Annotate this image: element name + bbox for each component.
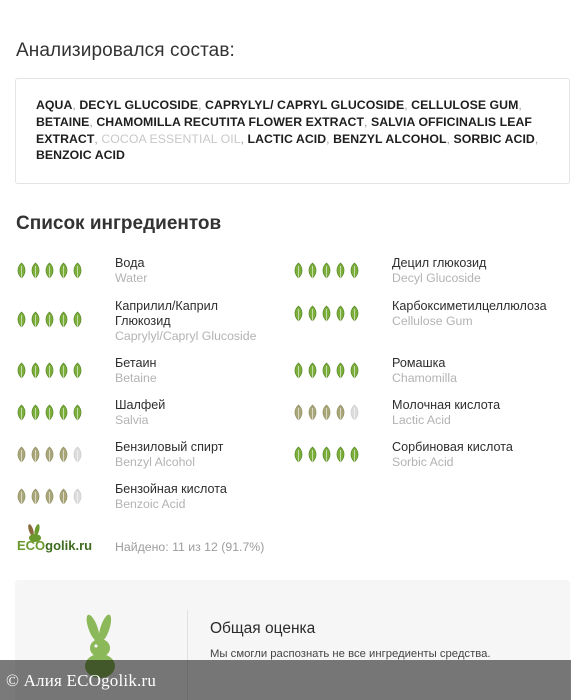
safety-rating	[15, 262, 85, 280]
ingredient-names	[115, 482, 293, 512]
leaf-icon	[43, 446, 56, 464]
leaf-icon	[15, 311, 28, 329]
composition-separator: ,	[446, 131, 454, 146]
composition-ingredient: BETAINE	[36, 114, 90, 129]
ingredient-name-latin: Betaine	[115, 371, 157, 385]
leaf-icon	[43, 262, 56, 280]
safety-rating	[15, 488, 85, 506]
leaf-icon	[320, 404, 333, 422]
ingredient-name-latin: Water	[115, 271, 148, 285]
leaf-icon	[43, 362, 56, 380]
ingredient-name-ru: Молочная кислота	[392, 398, 501, 412]
leaf-icon	[57, 311, 70, 329]
composition-ingredient: LACTIC ACID	[247, 131, 327, 146]
found-row	[15, 524, 315, 558]
leaf-icon	[15, 362, 28, 380]
composition-ingredient: COCOA ESSENTIAL OIL	[101, 131, 241, 146]
composition-separator: ,	[94, 131, 102, 146]
safety-rating	[15, 311, 85, 329]
ingredient-name-ru: Шалфей	[115, 398, 166, 412]
ingredient-name-ru: Бетаин	[115, 356, 157, 370]
watermark-bar	[0, 660, 571, 700]
ingredient-name-latin: Cellulose Gum	[392, 314, 473, 328]
ingredient-name-latin: Decyl Glucoside	[392, 271, 481, 285]
leaf-icon	[57, 362, 70, 380]
leaf-icon	[334, 404, 347, 422]
leaf-icon	[320, 362, 333, 380]
composition-separator: ,	[518, 98, 522, 112]
ingredient-name-ru: Бензиловый спирт	[115, 440, 224, 454]
leaf-icon	[71, 488, 84, 506]
ingredient-name-latin: Chamomilla	[392, 371, 457, 385]
safety-rating	[292, 305, 362, 323]
leaf-icon	[334, 362, 347, 380]
composition-separator: ,	[72, 98, 80, 112]
composition-separator: ,	[404, 98, 412, 112]
leaf-icon	[306, 305, 319, 323]
overall-title: Общая оценка	[210, 620, 316, 637]
found-count: Найдено: 11 из 12 (91.7%)	[115, 540, 265, 554]
ingredient-names	[392, 398, 570, 428]
ingredient-name-latin: Benzyl Alcohol	[115, 455, 195, 469]
composition-ingredient: CHAMOMILLA RECUTITA FLOWER EXTRACT	[96, 114, 365, 129]
leaf-icon	[43, 404, 56, 422]
ingredient-names	[115, 398, 293, 428]
leaf-icon	[292, 362, 305, 380]
leaf-icon	[29, 362, 42, 380]
safety-rating	[15, 446, 85, 464]
leaf-icon	[292, 446, 305, 464]
composition-separator: ,	[364, 114, 371, 129]
leaf-icon	[320, 305, 333, 323]
leaf-icon	[71, 404, 84, 422]
leaf-icon	[292, 305, 305, 323]
leaf-icon	[29, 446, 42, 464]
composition-separator: ,	[198, 98, 206, 112]
leaf-icon	[57, 446, 70, 464]
composition-ingredient: DECYL GLUCOSIDE	[79, 98, 199, 112]
leaf-icon	[320, 262, 333, 280]
leaf-icon	[29, 404, 42, 422]
leaf-icon	[306, 362, 319, 380]
ingredient-names	[392, 299, 570, 329]
leaf-icon	[334, 305, 347, 323]
composition-ingredient: AQUA	[36, 98, 73, 112]
brand-text	[17, 538, 92, 553]
composition-separator: ,	[534, 131, 539, 146]
ingredient-name-latin: Benzoic Acid	[115, 497, 186, 511]
leaf-icon	[43, 311, 56, 329]
leaf-icon	[71, 446, 84, 464]
leaf-icon	[348, 362, 361, 380]
ingredient-name-ru: Вода	[115, 256, 145, 270]
leaf-icon	[15, 404, 28, 422]
ingredient-name-latin: Salvia	[115, 413, 149, 427]
leaf-icon	[29, 488, 42, 506]
leaf-icon	[43, 488, 56, 506]
safety-rating	[292, 362, 362, 380]
ingredient-name-ru: Сорбиновая кислота	[392, 440, 513, 454]
ingredient-name-latin: Sorbic Acid	[392, 455, 454, 469]
leaf-icon	[15, 488, 28, 506]
ingredient-names	[115, 256, 293, 286]
ingredient-name-ru: Карбоксиметилцеллюлоза	[392, 299, 547, 313]
leaf-icon	[306, 404, 319, 422]
composition-separator: ,	[89, 114, 97, 129]
safety-rating	[292, 404, 362, 422]
ecogolik-logo[interactable]	[15, 524, 105, 558]
ingredient-name-ru: Каприлил/Каприл Глюкозид	[115, 299, 218, 328]
composition-ingredient: CAPRYLYL/ CAPRYL GLUCOSIDE	[205, 98, 405, 112]
leaf-icon	[71, 262, 84, 280]
brand-eco: ECO	[17, 538, 46, 553]
composition-ingredient: SORBIC ACID	[453, 131, 535, 146]
leaf-icon	[348, 404, 361, 422]
ingredient-names	[392, 440, 570, 470]
ingredient-list	[15, 256, 571, 516]
leaf-icon	[15, 262, 28, 280]
ingredient-name-ru: Ромашка	[392, 356, 446, 370]
safety-rating	[15, 362, 85, 380]
ingredient-names	[115, 440, 293, 470]
leaf-icon	[348, 446, 361, 464]
leaf-icon	[320, 446, 333, 464]
leaf-icon	[334, 446, 347, 464]
composition-ingredient: SALVIA OFFICINALIS LEAF EXTRACT	[36, 114, 532, 146]
safety-rating	[292, 446, 362, 464]
leaf-icon	[29, 311, 42, 329]
composition-separator: ,	[326, 131, 334, 146]
composition-text	[36, 97, 549, 164]
analyzed-heading: Анализировался состав:	[16, 40, 235, 61]
ingredient-names	[392, 256, 570, 286]
leaf-icon	[15, 446, 28, 464]
leaf-icon	[348, 262, 361, 280]
safety-rating	[292, 262, 362, 280]
leaf-icon	[334, 262, 347, 280]
leaf-icon	[292, 262, 305, 280]
composition-ingredient: BENZOIC ACID	[36, 148, 125, 163]
leaf-icon	[306, 262, 319, 280]
leaf-icon	[29, 262, 42, 280]
leaf-icon	[57, 262, 70, 280]
ingredient-names	[115, 356, 293, 386]
ingredient-names	[115, 299, 293, 344]
composition-separator: ,	[240, 131, 248, 146]
composition-ingredient: BENZYL ALCOHOL	[333, 131, 447, 146]
ingredient-name-latin: Lactic Acid	[392, 413, 451, 427]
ingredient-name-ru: Бензойная кислота	[115, 482, 227, 496]
leaf-icon	[57, 488, 70, 506]
composition-ingredient: CELLULOSE GUM	[411, 98, 519, 112]
ingredient-list-heading: Список ингредиентов	[16, 213, 222, 234]
overall-text: Мы смогли распознать не все ингредиенты средства.	[210, 648, 491, 660]
leaf-icon	[57, 404, 70, 422]
brand-golik: golik.ru	[45, 538, 93, 553]
ingredient-name-ru: Децил глюкозид	[392, 256, 487, 270]
ingredient-name-latin: Caprylyl/Capryl Glucoside	[115, 329, 257, 343]
watermark-text: © Алия ECOgolik.ru	[6, 671, 157, 690]
leaf-icon	[292, 404, 305, 422]
leaf-icon	[71, 311, 84, 329]
composition-box	[15, 78, 570, 184]
leaf-icon	[306, 446, 319, 464]
leaf-icon	[348, 305, 361, 323]
leaf-icon	[71, 362, 84, 380]
safety-rating	[15, 404, 85, 422]
ingredient-names	[392, 356, 570, 386]
